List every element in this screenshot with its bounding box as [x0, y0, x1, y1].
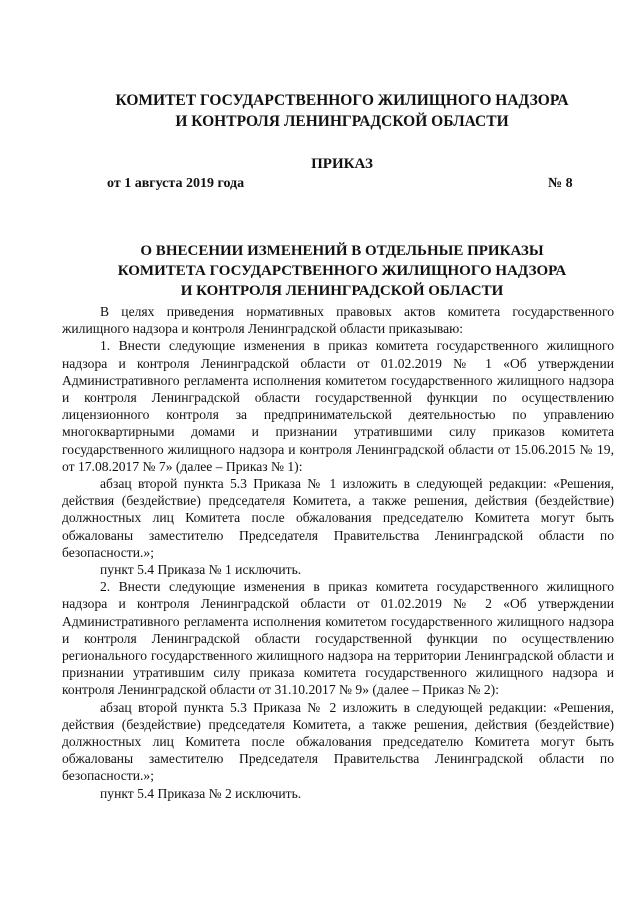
organization-header-line-1: КОМИТЕТ ГОСУДАРСТВЕННОГО ЖИЛИЩНОГО НАДЗОРА: [115, 92, 569, 109]
body-paragraph-preamble: В целях приведения нормативных правовых актов комитета государственного жилищного надзора и контроля Ленинградской области приказываю:: [62, 304, 614, 337]
document-title-line-3: И КОНТРОЛЯ ЛЕНИНГРАДСКОЙ ОБЛАСТИ: [180, 283, 504, 299]
document-date: от 1 августа 2019 года: [107, 176, 245, 191]
document-title-line-1: О ВНЕСЕНИИ ИЗМЕНЕНИЙ В ОТДЕЛЬНЫЕ ПРИКАЗЫ: [140, 243, 544, 259]
organization-header: [22, 90, 640, 132]
document-title: [22, 241, 640, 301]
body-paragraph-item-2-amend: абзац второй пункта 5.3 Приказа № 2 изложить в следующей редакции: «Решения, действия (бездействие) председателя Комитета, а также решения, действия (бездействие) должностных лиц Комитета после обжалования председателю Комитета могут быть обжалованы заместителю Председателя Правительства Ленинградской области по безопасности.»;: [62, 699, 614, 784]
organization-header-line-2: И КОНТРОЛЯ ЛЕНИНГРАДСКОЙ ОБЛАСТИ: [175, 113, 509, 130]
body-paragraph-item-1-exclude: пункт 5.4 Приказа № 1 исключить.: [100, 562, 302, 578]
document-number: № 8: [548, 176, 573, 191]
body-paragraph-item-2-exclude: пункт 5.4 Приказа № 2 исключить.: [100, 785, 302, 801]
body-paragraph-item-2: 2. Внести следующие изменения в приказ комитета государственного жилищного надзора и контроля Ленинградской области от 01.02.2019 № 2 «Об утверждении Административного регламента исполнения комитетом государственного жилищного надзора и контроля Ленинградской области государственной функции по осуществлению регионального государственного жилищного надзора на территории Ленинградской области и признании утратившим силу приказа комитета государственного жилищного надзора и контроля Ленинградской области от 31.10.2017 № 9» (далее – Приказ № 2):: [62, 579, 614, 698]
document-body: [62, 303, 614, 802]
body-paragraph-item-1: 1. Внести следующие изменения в приказ комитета государственного жилищного надзора и контроля Ленинградской области от 01.02.2019 № 1 «Об утверждении Административного регламента исполнения комитетом государственного жилищного надзора и контроля Ленинградской области государственной функции по осуществлению лицензионного контроля за предпринимательской деятельностью по управлению многоквартирными домами и признании утратившими силу приказов комитета государственного жилищного надзора и контроля Ленинградской области от 15.06.2015 № 19, от 17.08.2017 № 7» (далее – Приказ № 1):: [62, 338, 614, 474]
document-title-line-2: КОМИТЕТА ГОСУДАРСТВЕННОГО ЖИЛИЩНОГО НАДЗОРА: [117, 263, 567, 279]
document-type: ПРИКАЗ: [311, 156, 373, 172]
body-paragraph-item-1-amend: абзац второй пункта 5.3 Приказа № 1 изложить в следующей редакции: «Решения, действия (бездействие) председателя Комитета, а также решения, действия (бездействие) должностных лиц Комитета после обжалования председателю Комитета могут быть обжалованы заместителю Председателя Правительства Ленинградской области по безопасности.»;: [62, 476, 614, 560]
